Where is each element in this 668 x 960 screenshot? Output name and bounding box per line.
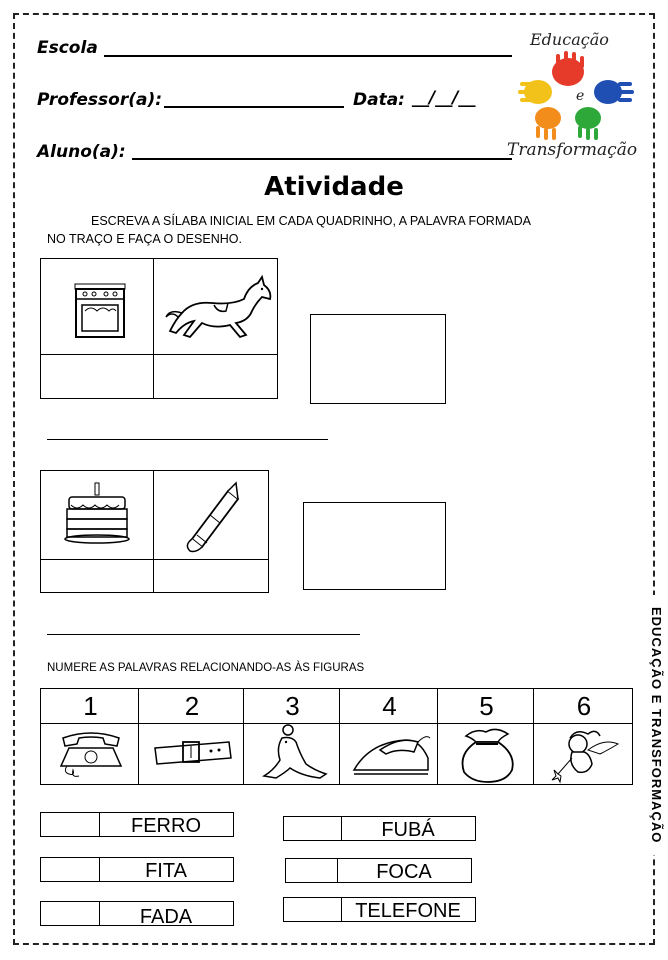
picture-cell-cake [40,470,154,560]
number-cell-1 [40,688,139,724]
logo-top-text: Educação [530,30,609,49]
drawing-box-1[interactable] [310,314,446,404]
iron-icon [350,730,432,780]
page-title: Atividade [264,172,404,202]
picture-cell-iron [339,723,438,785]
word-fuba: FUBÁ [381,819,435,841]
belt-icon [153,736,233,774]
sack-icon [456,726,518,784]
professor-label: Professor(a): [37,90,163,110]
professor-line[interactable] [164,106,344,108]
picture-cell-fairy [533,723,633,785]
number-answer-box[interactable] [41,858,100,881]
escola-line[interactable] [104,55,512,57]
word-fada: FADA [139,906,193,928]
picture-cell-horse [153,258,278,355]
syllable-box-4[interactable] [153,559,269,593]
word-ferro: FERRO [131,815,201,837]
word-box-fuba[interactable] [283,816,476,841]
picture-cell-seal [243,723,340,785]
syllable-box-3[interactable] [40,559,154,593]
seal-icon [256,724,330,784]
number-answer-box[interactable] [284,817,342,840]
word-foca: FOCA [376,861,432,883]
word-box-ferro[interactable] [40,812,234,837]
word-line-2[interactable] [47,634,360,635]
picture-cell-pencil [153,470,269,560]
word-line-1[interactable] [47,439,328,440]
oven-icon [73,281,127,339]
number-cell-5 [437,688,534,724]
cake-icon [63,481,131,545]
number-1: 1 [83,691,98,721]
number-2: 2 [184,691,200,721]
aluno-line[interactable] [132,158,512,160]
number-6: 6 [576,691,592,721]
word-box-telefone[interactable] [283,897,476,922]
number-answer-box[interactable] [41,813,100,836]
data-slashes[interactable]: __/__/__ [412,88,476,108]
escola-label: Escola [37,38,98,58]
logo-bottom-text: Transformação [507,140,638,160]
number-answer-box[interactable] [41,902,100,925]
syllable-box-1[interactable] [40,354,154,399]
drawing-box-2[interactable] [303,502,446,590]
instructions [47,212,627,248]
logo-hands-icon [518,50,658,145]
side-label: EDUCAÇÃO E TRANSFORMAÇÃO [650,595,664,855]
number-3: 3 [285,691,300,721]
word-fita: FITA [145,860,187,882]
word-telefone: TELEFONE [355,900,461,922]
number-cell-2 [138,688,244,724]
word-box-foca[interactable] [285,858,472,883]
number-4: 4 [382,691,397,721]
number-cell-6 [533,688,633,724]
number-answer-box[interactable] [284,898,342,921]
syllable-box-2[interactable] [153,354,278,399]
matching-instruction: NUMERE AS PALAVRAS RELACIONANDO-AS ÀS FIGURAS [47,662,365,674]
number-cell-3 [243,688,340,724]
picture-cell-sack [437,723,534,785]
telephone-icon [53,730,129,780]
aluno-label: Aluno(a): [37,142,126,162]
horse-icon [162,273,274,347]
number-cell-4 [339,688,438,724]
data-label: Data: [353,90,405,110]
logo-middle-text: e [576,88,585,104]
pencil-icon [180,481,244,553]
number-answer-box[interactable] [286,859,338,882]
instructions-line-1: ESCREVA A SÍLABA INICIAL EM CADA QUADRINHO, A PALAVRA FORMADA [91,214,531,228]
word-box-fada[interactable] [40,901,234,926]
picture-cell-telephone [40,723,139,785]
instructions-line-2: NO TRAÇO E FAÇA O DESENHO. [47,232,242,246]
picture-cell-oven [40,258,154,355]
number-5: 5 [479,691,494,721]
fairy-icon [548,724,626,784]
word-box-fita[interactable] [40,857,234,882]
picture-cell-belt [138,723,244,785]
